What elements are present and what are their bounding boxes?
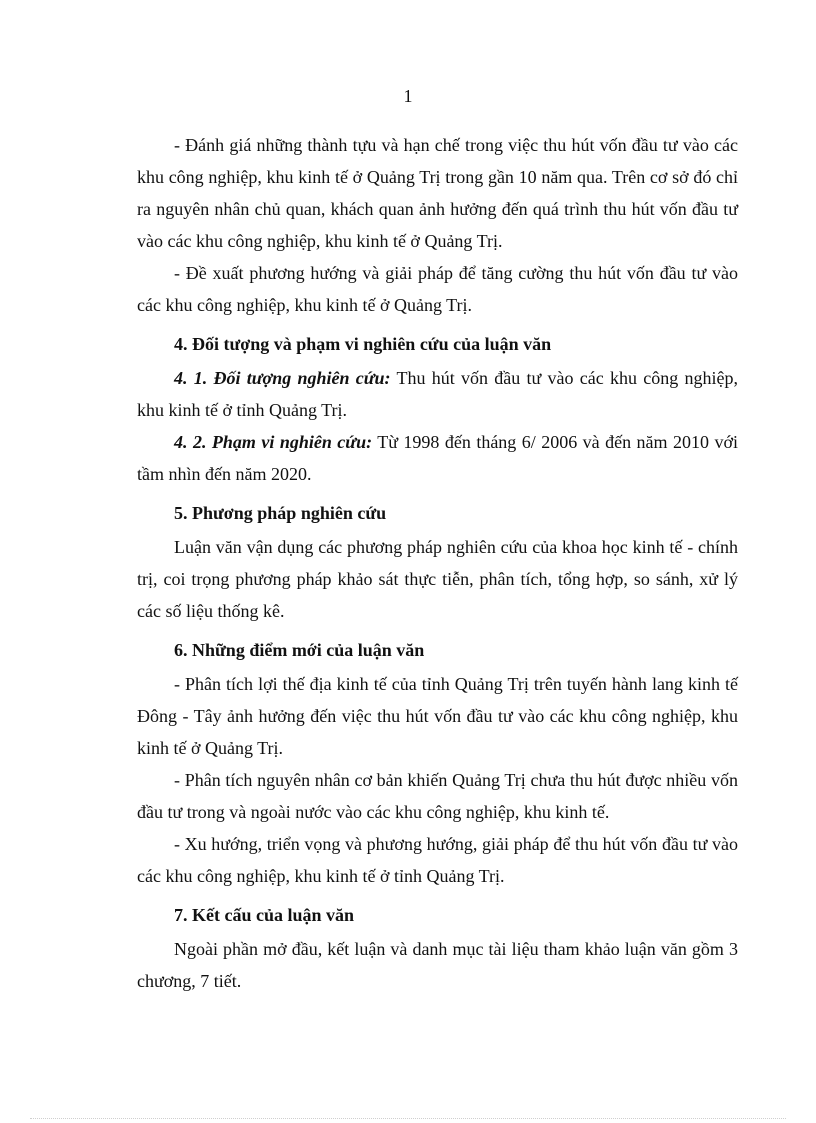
section-4-item-2: [137, 426, 738, 490]
objective-paragraph-2: - Đề xuất phương hướng và giải pháp để tăng cường thu hút vốn đầu tư vào các khu công nghiệp, khu kinh tế ở Quảng Trị.: [137, 263, 738, 315]
page-number: 1: [403, 86, 413, 106]
document-body: [137, 129, 738, 997]
section-4-item-1-text: Thu hút vốn đầu tư vào các khu công nghiệp, khu kinh tế ở tỉnh Quảng Trị.: [137, 368, 738, 420]
section-4-item-1: [137, 362, 738, 426]
section-6-item-1: - Phân tích lợi thế địa kinh tế của tỉnh Quảng Trị trên tuyến hành lang kinh tế Đông - Tây ảnh hưởng đến việc thu hút vốn đầu tư vào các khu công nghiệp, khu kinh tế ở Quảng Trị.: [137, 674, 738, 758]
section-4-item-1-label: 4. 1. Đối tượng nghiên cứu:: [174, 368, 391, 388]
section-5-text: Luận văn vận dụng các phương pháp nghiên cứu của khoa học kinh tế - chính trị, coi trọng phương pháp khảo sát thực tiễn, phân tích, tổng hợp, so sánh, xử lý các số liệu thống kê.: [137, 537, 738, 621]
section-6-item-3: - Xu hướng, triển vọng và phương hướng, giải pháp để thu hút vốn đầu tư vào các khu công nghiệp, khu kinh tế ở tỉnh Quảng Trị.: [137, 834, 738, 886]
section-5-heading: 5. Phương pháp nghiên cứu: [174, 503, 387, 523]
section-4-item-2-text: Từ 1998 đến tháng 6/ 2006 và đến năm 2010 với tầm nhìn đến năm 2020.: [137, 432, 738, 484]
section-7-text: Ngoài phần mở đầu, kết luận và danh mục tài liệu tham khảo luận văn gồm 3 chương, 7 tiết.: [137, 939, 738, 991]
section-7-heading: 7. Kết cấu của luận văn: [174, 905, 355, 925]
section-6-item-2: - Phân tích nguyên nhân cơ bản khiến Quảng Trị chưa thu hút được nhiều vốn đầu tư trong và ngoài nước vào các khu công nghiệp, khu kinh tế.: [137, 770, 738, 822]
section-4-item-2-label: 4. 2. Phạm vi nghiên cứu:: [174, 432, 373, 452]
section-4-heading: 4. Đối tượng và phạm vi nghiên cứu của luận văn: [174, 334, 552, 354]
objective-paragraph-1: - Đánh giá những thành tựu và hạn chế trong việc thu hút vốn đầu tư vào các khu công nghiệp, khu kinh tế ở Quảng Trị trong gần 10 năm qua. Trên cơ sở đó chỉ ra nguyên nhân chủ quan, khách quan ảnh hưởng đến quá trình thu hút vốn đầu tư vào các khu công nghiệp, khu kinh tế ở Quảng Trị.: [137, 135, 738, 251]
section-6-heading: 6. Những điểm mới của luận văn: [174, 640, 425, 660]
page-bottom-divider: [30, 1118, 786, 1119]
